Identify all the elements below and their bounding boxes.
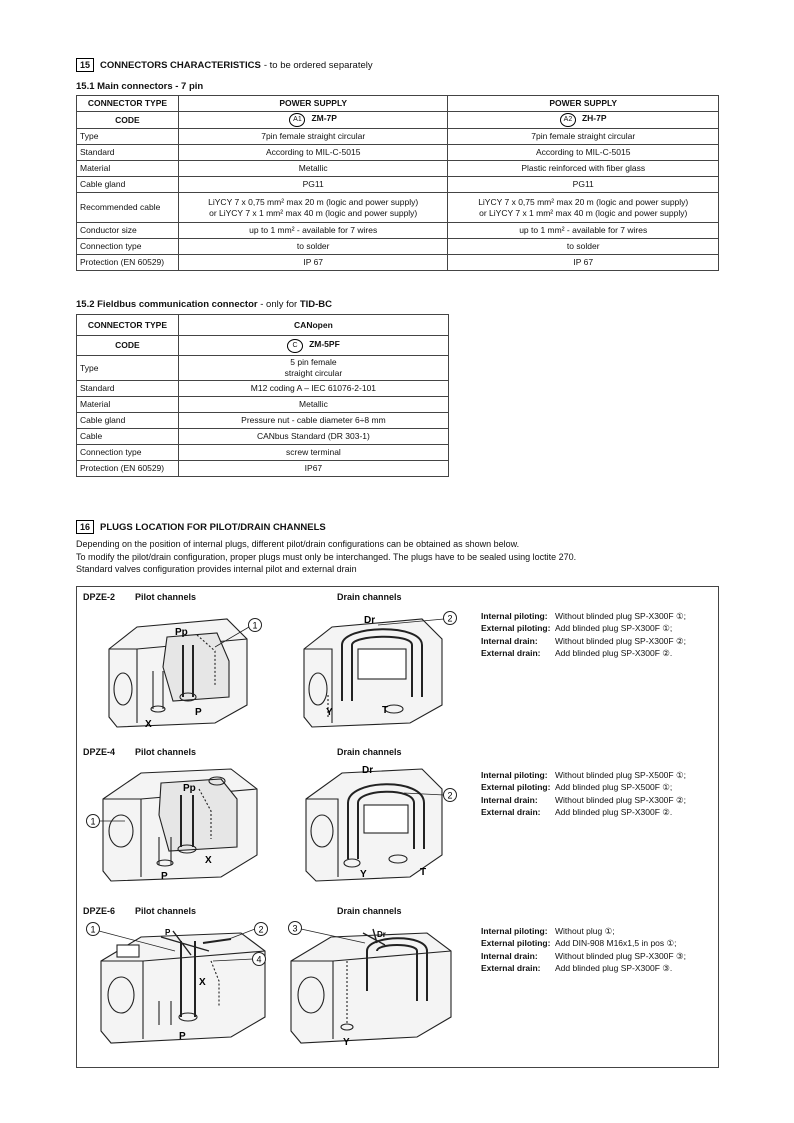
- table-row: [77, 397, 449, 413]
- row-label: Material: [77, 397, 179, 413]
- row-label: Standard: [77, 381, 179, 397]
- table-row: [77, 177, 719, 193]
- subsection-15-1-title: 15.1 Main connectors - 7 pin: [76, 81, 204, 92]
- desc-line: [481, 806, 686, 818]
- cell: CANbus Standard (DR 303-1): [178, 429, 448, 445]
- section-16-intro: [76, 538, 576, 576]
- dpze-2-description: [481, 610, 686, 659]
- table-row: [77, 239, 719, 255]
- desc-value: Without blinded plug SP-X500F ①;: [555, 770, 686, 780]
- pilot-channels-label: Pilot channels: [135, 592, 197, 602]
- desc-key: Internal drain:: [481, 794, 538, 805]
- section-subtitle: - to be ordered separately: [263, 59, 373, 71]
- dr-label: Dr: [377, 930, 386, 939]
- model-row-label: [83, 747, 196, 757]
- pp-label: Pp: [183, 783, 196, 794]
- col-header: POWER SUPPLY: [448, 96, 719, 112]
- drain-channels-label: Drain channels: [337, 592, 402, 602]
- circle-1-label: 1: [90, 816, 96, 827]
- model-name: DPZE-6: [83, 906, 116, 916]
- code-circle: A2: [560, 113, 576, 127]
- dpze-4-pilot-figure: [81, 759, 281, 889]
- circle-3-label: 3: [292, 923, 298, 934]
- desc-key: Internal piloting:: [481, 926, 548, 936]
- cell: Pressure nut - cable diameter 6÷8 mm: [178, 413, 448, 429]
- model-name: DPZE-4: [83, 747, 116, 757]
- cell: to solder: [448, 239, 719, 255]
- section-title: PLUGS LOCATION FOR PILOT/DRAIN CHANNELS: [100, 521, 326, 533]
- section-title: CONNECTORS CHARACTERISTICS: [100, 59, 261, 71]
- y-label: Y: [326, 707, 333, 718]
- dpze-4-drain-figure: [292, 759, 472, 889]
- code-label: CODE: [77, 336, 179, 356]
- cell: Metallic: [178, 161, 448, 177]
- cell: M12 coding A – IEC 61076-2-101: [178, 381, 448, 397]
- desc-value: Add blinded plug SP-X300F ③.: [555, 962, 673, 973]
- row-label: Connection type: [77, 445, 179, 461]
- table-row: [77, 223, 719, 239]
- desc-key: Internal drain:: [481, 635, 538, 646]
- code-value: ZH-7P: [581, 113, 607, 123]
- row-label: Cable gland: [77, 413, 179, 429]
- plugs-location-box: [76, 586, 719, 1068]
- desc-key: Internal piloting:: [481, 611, 548, 621]
- dpze-6-description: [481, 925, 686, 974]
- desc-line: [481, 635, 686, 647]
- cell: According to MIL-C-5015: [448, 145, 719, 161]
- circle-2-label: 2: [447, 790, 453, 801]
- cell-line: LiYCY 7 x 0,75 mm² max 20 m (logic and power supply): [478, 196, 689, 207]
- t-label: T: [420, 867, 427, 878]
- cell: IP 67: [178, 255, 448, 271]
- desc-value: Add blinded plug SP-X300F ①;: [555, 623, 673, 634]
- code-value: ZM-7P: [311, 113, 337, 123]
- dpze-4-description: [481, 769, 686, 818]
- desc-key: External piloting:: [481, 938, 551, 949]
- row-label: Cable gland: [77, 177, 179, 193]
- table-row: [77, 356, 449, 381]
- row-label: Conductor size: [77, 223, 179, 239]
- desc-line: [481, 781, 686, 793]
- dpze-6-drain-figure: [277, 921, 477, 1051]
- dr-label: Dr: [362, 765, 374, 776]
- code-cell: [178, 112, 448, 129]
- desc-value: Without blinded plug SP-X300F ③;: [555, 950, 686, 961]
- desc-line: [481, 769, 686, 781]
- table-row: [77, 429, 449, 445]
- desc-key: External piloting:: [481, 782, 551, 793]
- desc-value: Without blinded plug SP-X300F ①;: [555, 611, 686, 621]
- main-connectors-table: [76, 95, 719, 271]
- model-row-label: [83, 906, 196, 916]
- drain-channels-label: Drain channels: [337, 906, 402, 916]
- desc-line: [481, 925, 686, 937]
- p-label: P: [179, 1031, 186, 1042]
- model-name: DPZE-2: [83, 592, 116, 602]
- cell: up to 1 mm² - available for 7 wires: [448, 223, 719, 239]
- col-header: CONNECTOR TYPE: [77, 315, 179, 336]
- desc-key: Internal piloting:: [481, 770, 548, 780]
- row-label: Protection (EN 60529): [77, 255, 179, 271]
- desc-value: Add blinded plug SP-X300F ②.: [555, 806, 673, 817]
- desc-line: [481, 962, 686, 974]
- row-label: Standard: [77, 145, 179, 161]
- circle-2-label: 2: [258, 924, 264, 935]
- desc-value: Add blinded plug SP-X300F ②.: [555, 647, 673, 658]
- table-row: [77, 193, 719, 223]
- circle-2-label: 2: [447, 613, 453, 624]
- x-label: X: [199, 977, 206, 988]
- desc-line: [481, 610, 686, 622]
- desc-value: Without blinded plug SP-X300F ②;: [555, 635, 686, 646]
- paragraph-line: Standard valves configuration provides internal pilot and external drain: [76, 564, 357, 574]
- dr-label: Dr: [364, 615, 376, 626]
- desc-line: [481, 622, 686, 634]
- row-label: Recommended cable: [77, 193, 179, 223]
- cell: PG11: [178, 177, 448, 193]
- circle-1-label: 1: [90, 924, 96, 935]
- subsection-note: - only for: [260, 299, 298, 310]
- p-label: P: [161, 871, 168, 882]
- dpze-2-drain-figure: [292, 605, 472, 730]
- row-label: Cable: [77, 429, 179, 445]
- desc-key: Internal drain:: [481, 950, 538, 961]
- subsection-15-2-title: [76, 299, 332, 310]
- section-number: 15: [76, 58, 94, 72]
- circle-4-label: 4: [256, 954, 262, 965]
- col-header: CANopen: [178, 315, 448, 336]
- table-row: [77, 381, 449, 397]
- cell: 7pin female straight circular: [448, 129, 719, 145]
- p-label: P: [195, 707, 202, 718]
- cell: to solder: [178, 239, 448, 255]
- drain-channels-label: Drain channels: [337, 747, 402, 757]
- desc-line: [481, 647, 686, 659]
- y-label: Y: [343, 1037, 350, 1048]
- dpze-6-pilot-figure: [81, 921, 281, 1051]
- code-row: [77, 112, 719, 129]
- code-circle: C: [287, 339, 303, 353]
- row-label: Connection type: [77, 239, 179, 255]
- cell: IP 67: [448, 255, 719, 271]
- section-16-header: [76, 520, 326, 534]
- table-row: [77, 413, 449, 429]
- cell-line: or LiYCY 7 x 1 mm² max 40 m (logic and power supply): [479, 207, 688, 218]
- p-label: P: [165, 928, 171, 937]
- cell-line: or LiYCY 7 x 1 mm² max 40 m (logic and power supply): [209, 207, 418, 218]
- paragraph-line: To modify the pilot/drain configuration, proper plugs must only be interchanged. The plugs have to be sealed using loctite 270.: [76, 551, 577, 562]
- table-row: [77, 161, 719, 177]
- fieldbus-connector-table: [76, 314, 449, 477]
- dpze-2-pilot-figure: [97, 605, 277, 730]
- row-label: Type: [77, 129, 179, 145]
- cell: Metallic: [178, 397, 448, 413]
- code-row: [77, 336, 449, 356]
- desc-key: External drain:: [481, 647, 541, 658]
- code-cell: [448, 112, 719, 129]
- subsection-title: 15.2 Fieldbus communication connector: [76, 299, 258, 310]
- circle-1-label: 1: [252, 620, 258, 631]
- x-label: X: [145, 719, 152, 730]
- table-row: [77, 255, 719, 271]
- cell-line: 5 pin female: [290, 357, 337, 367]
- t-label: T: [382, 705, 389, 716]
- col-header: POWER SUPPLY: [178, 96, 448, 112]
- cell: According to MIL-C-5015: [178, 145, 448, 161]
- desc-key: External drain:: [481, 962, 541, 973]
- section-15-header: [76, 58, 373, 72]
- table-row: [77, 145, 719, 161]
- row-label: Protection (EN 60529): [77, 461, 179, 477]
- desc-value: Without blinded plug SP-X300F ②;: [555, 794, 686, 805]
- cell-line: straight circular: [284, 368, 343, 378]
- cell: [178, 193, 448, 223]
- table-row: [77, 129, 719, 145]
- pp-label: Pp: [175, 627, 188, 638]
- desc-value: Without plug ①;: [555, 926, 615, 936]
- cell: 7pin female straight circular: [178, 129, 448, 145]
- row-label: Material: [77, 161, 179, 177]
- desc-line: [481, 950, 686, 962]
- paragraph-line: Depending on the position of internal plugs, different pilot/drain configurations can be obtained as shown below.: [76, 539, 520, 549]
- model-row-label: [83, 592, 196, 602]
- code-circle: A1: [289, 113, 305, 127]
- code-label: CODE: [77, 112, 179, 129]
- desc-line: [481, 794, 686, 806]
- table-row: [77, 461, 449, 477]
- cell: PG11: [448, 177, 719, 193]
- pilot-channels-label: Pilot channels: [135, 747, 197, 757]
- code-value: ZM-5PF: [309, 338, 340, 349]
- desc-value: Add DIN-908 M16x1,5 in pos ①;: [555, 938, 677, 949]
- section-number: 16: [76, 520, 94, 534]
- desc-key: External drain:: [481, 806, 541, 817]
- cell: up to 1 mm² - available for 7 wires: [178, 223, 448, 239]
- table-row: [77, 445, 449, 461]
- subsection-model: TID-BC: [299, 299, 333, 310]
- desc-line: [481, 937, 686, 949]
- desc-value: Add blinded plug SP-X500F ①;: [555, 782, 673, 793]
- desc-key: External piloting:: [481, 623, 551, 634]
- cell: [178, 356, 448, 381]
- col-header: CONNECTOR TYPE: [77, 96, 179, 112]
- cell: screw terminal: [178, 445, 448, 461]
- table-header-row: [77, 96, 719, 112]
- table-header-row: [77, 315, 449, 336]
- cell: IP67: [178, 461, 448, 477]
- pilot-channels-label: Pilot channels: [135, 906, 197, 916]
- code-cell: [178, 336, 448, 356]
- cell-line: LiYCY 7 x 0,75 mm² max 20 m (logic and power supply): [208, 196, 419, 207]
- y-label: Y: [360, 869, 367, 880]
- x-label: X: [205, 855, 212, 866]
- cell: [448, 193, 719, 223]
- cell: Plastic reinforced with fiber glass: [448, 161, 719, 177]
- row-label: Type: [77, 356, 179, 381]
